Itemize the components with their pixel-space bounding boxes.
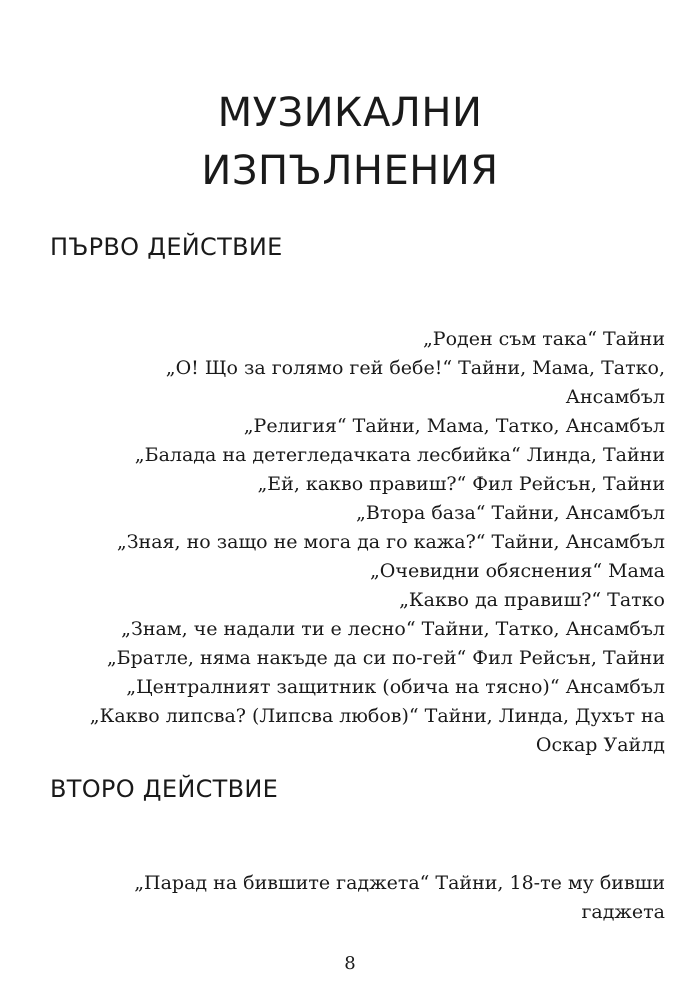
song-line: „Очевидни обяснения“ Мама: [369, 560, 665, 582]
song-line: „Ей, какво правиш?“ Фил Рейсън, Тайни: [257, 473, 665, 495]
act-two-song-list: [40, 869, 665, 927]
song-line: „Какво липсва? (Липсва любов)“ Тайни, Линда, Духът на: [89, 705, 665, 727]
song-line: Ансамбъл: [565, 386, 665, 408]
song-line: „Религия“ Тайни, Мама, Татко, Ансамбъл: [243, 415, 665, 437]
song-line: „Балада на детегледачката лесбийка“ Линда, Тайни: [134, 444, 665, 466]
page-number: 8: [344, 953, 356, 974]
song-line: Оскар Уайлд: [535, 734, 665, 756]
act-one-song-list: [40, 325, 665, 760]
song-line: „Зная, но защо не мога да го кажа?“ Тайни, Ансамбъл: [116, 531, 665, 553]
act-two-heading: ВТОРО ДЕЙСТВИЕ: [50, 775, 279, 803]
song-line: „Втора база“ Тайни, Ансамбъл: [356, 502, 665, 524]
song-line: „Роден съм така“ Тайни: [422, 328, 665, 350]
song-line: „Братле, няма накъде да си по-гей“ Фил Рейсън, Тайни: [106, 647, 665, 669]
page-title-line-2: ИЗПЪЛНЕНИЯ: [201, 148, 499, 194]
act-one-heading: ПЪРВО ДЕЙСТВИЕ: [50, 233, 283, 261]
song-line: „Парад на бившите гаджета“ Тайни, 18-те му бивши: [134, 872, 665, 894]
page-title: [0, 84, 700, 200]
page-title-line-1: МУЗИКАЛНИ: [217, 90, 483, 136]
song-line: гаджета: [581, 901, 665, 923]
song-line: „Знам, че надали ти е лесно“ Тайни, Татко, Ансамбъл: [121, 618, 665, 640]
song-line: „Централният защитник (обича на тясно)“ Ансамбъл: [126, 676, 665, 698]
song-line: „Какво да правиш?“ Татко: [399, 589, 665, 611]
song-line: „О! Що за голямо гей бебе!“ Тайни, Мама, Татко,: [165, 357, 665, 379]
